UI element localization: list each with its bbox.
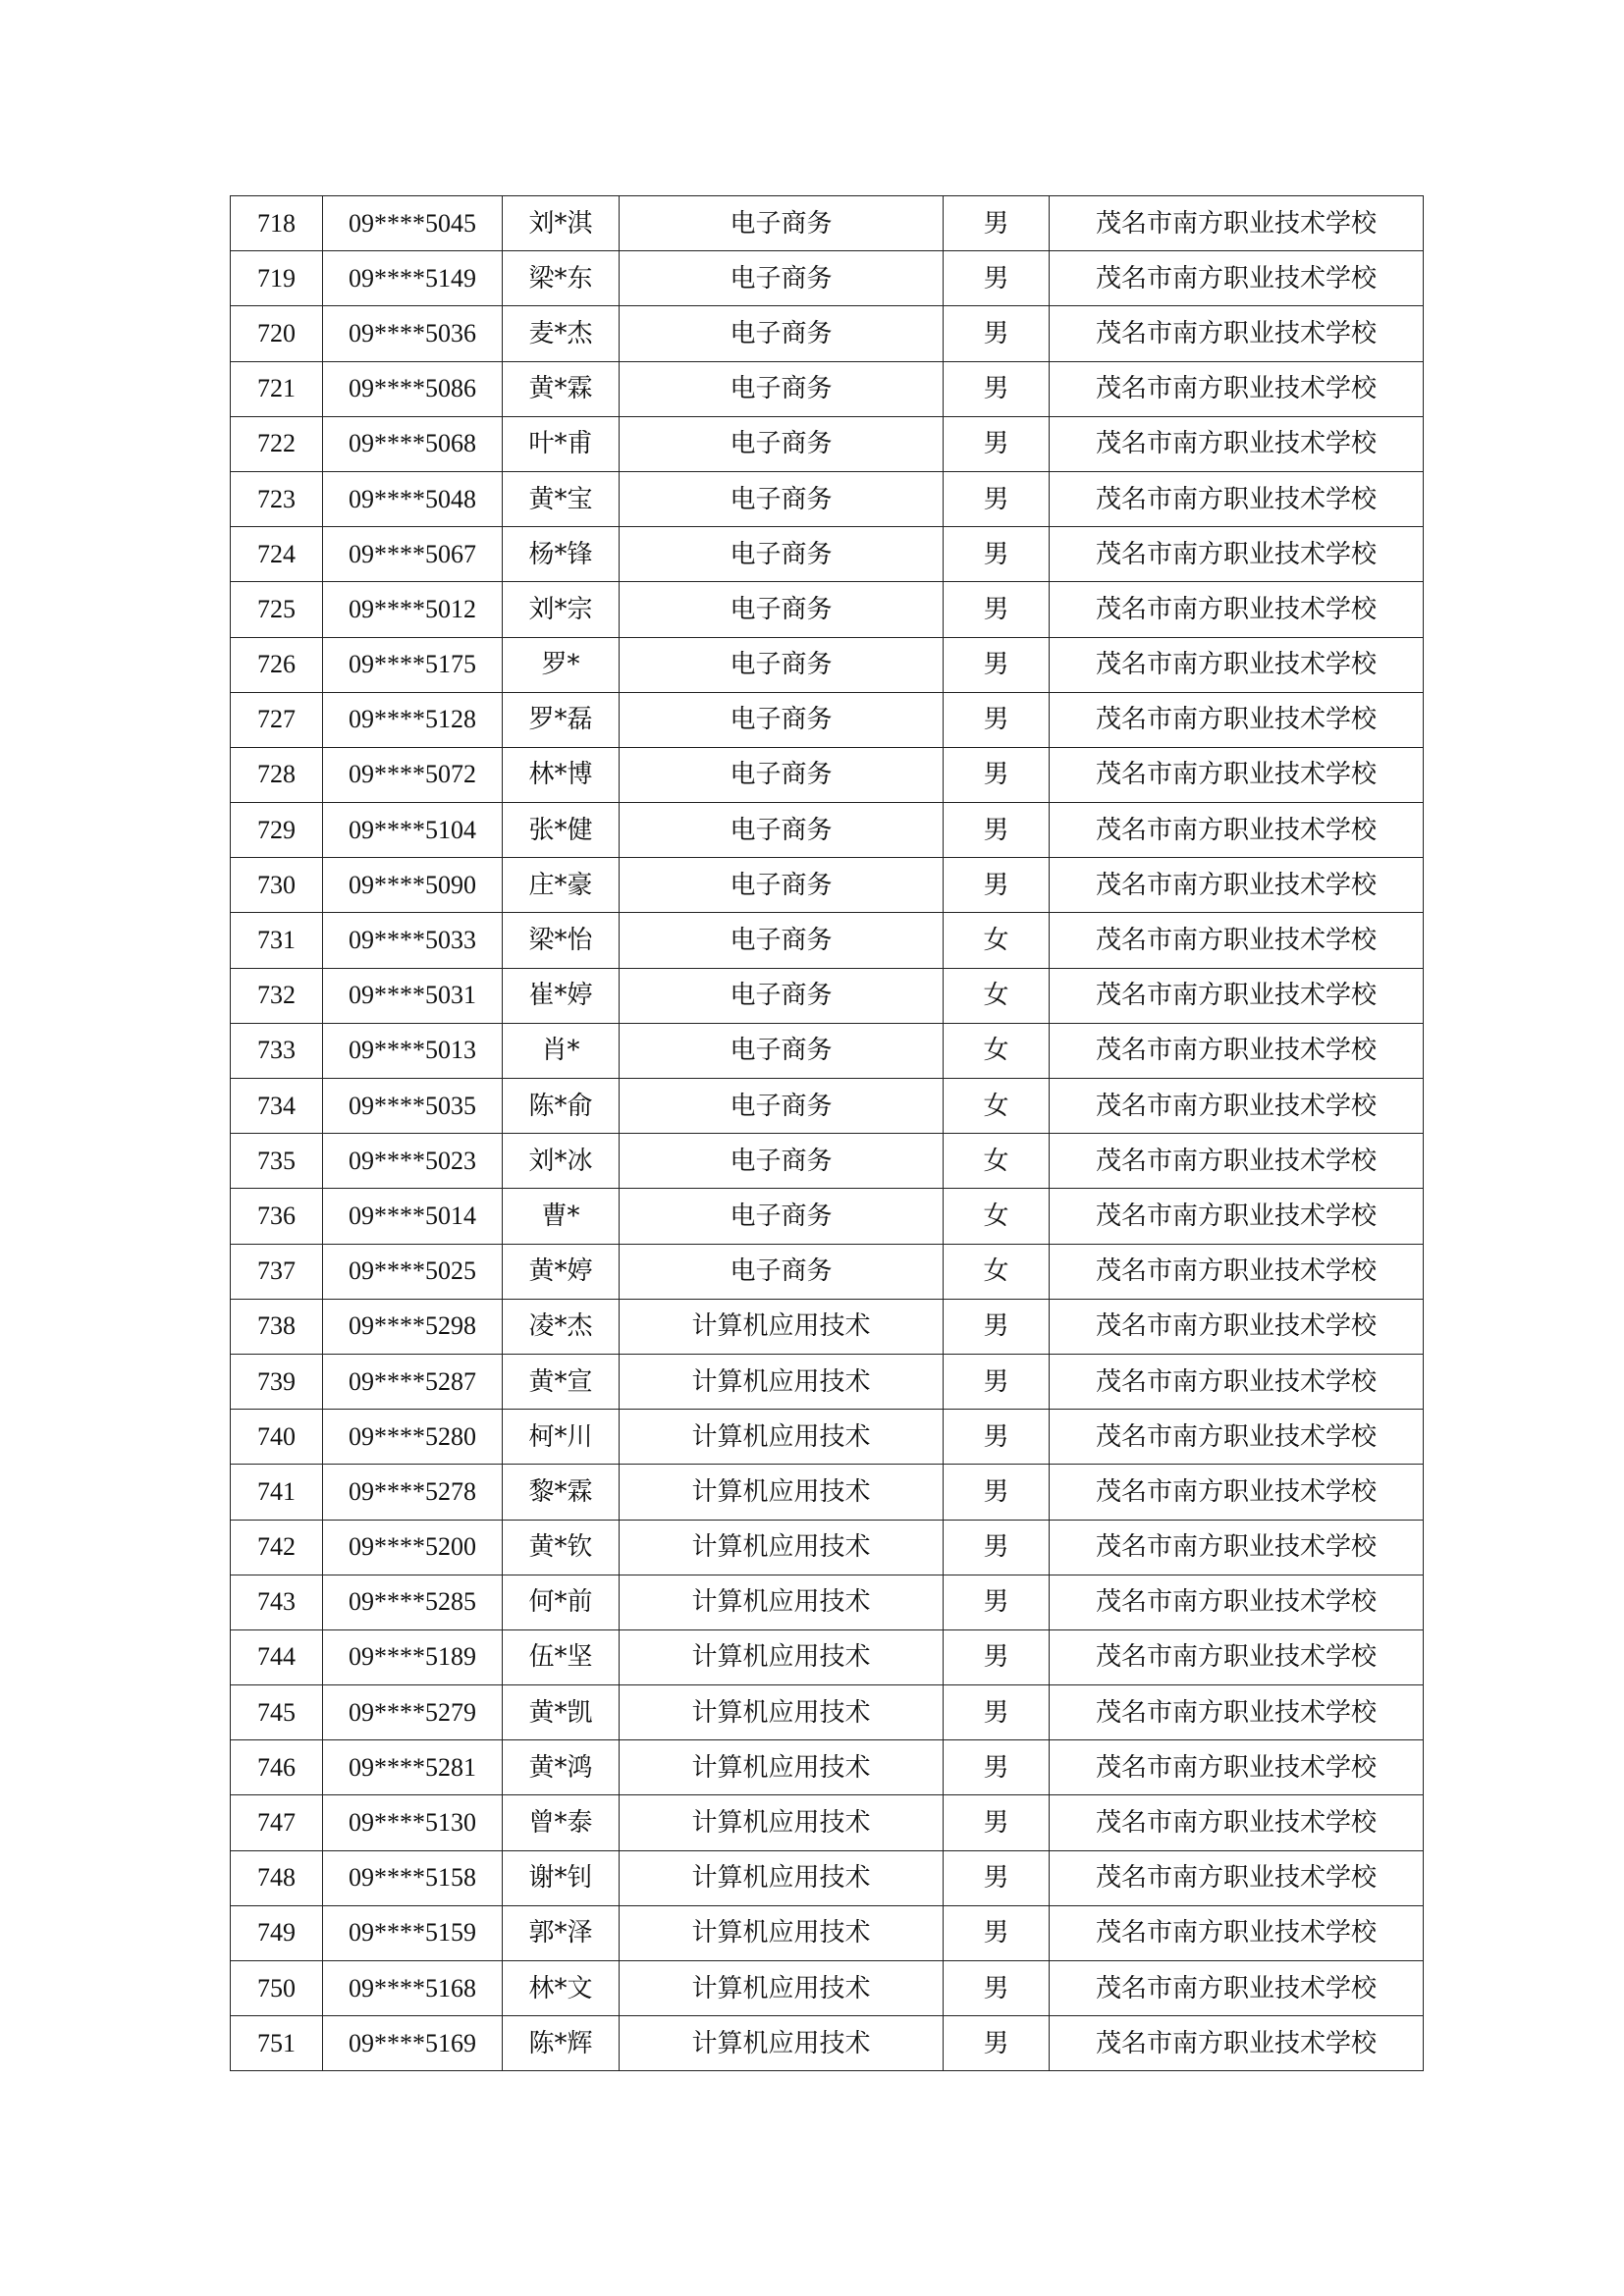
row-number-cell: 743 [231,1575,323,1629]
school-cell: 茂名市南方职业技术学校 [1050,2016,1424,2071]
roster-sheet [230,195,1424,2071]
row-number-cell: 751 [231,2016,323,2071]
gender-cell: 男 [944,306,1050,361]
row-number-cell: 726 [231,637,323,692]
row-number-cell: 734 [231,1079,323,1134]
student-name-cell: 庄*豪 [503,858,620,913]
gender-cell: 男 [944,803,1050,858]
table-row [231,747,1424,802]
gender-cell: 男 [944,582,1050,637]
table-row [231,471,1424,526]
gender-cell: 男 [944,692,1050,747]
table-row [231,1685,1424,1740]
student-name-cell: 刘*宗 [503,582,620,637]
gender-cell: 女 [944,1023,1050,1078]
student-id-cell: 09****5149 [323,251,503,306]
school-cell: 茂名市南方职业技术学校 [1050,1134,1424,1189]
major-cell: 计算机应用技术 [620,1520,944,1575]
school-cell: 茂名市南方职业技术学校 [1050,1795,1424,1850]
major-cell: 电子商务 [620,1244,944,1299]
student-name-cell: 柯*川 [503,1410,620,1465]
student-roster-table [230,195,1424,2071]
row-number-cell: 718 [231,196,323,251]
student-id-cell: 09****5031 [323,968,503,1023]
major-cell: 计算机应用技术 [620,1795,944,1850]
table-row [231,1850,1424,1905]
table-row [231,582,1424,637]
student-id-cell: 09****5067 [323,527,503,582]
row-number-cell: 723 [231,471,323,526]
row-number-cell: 739 [231,1354,323,1409]
student-name-cell: 刘*冰 [503,1134,620,1189]
student-id-cell: 09****5175 [323,637,503,692]
school-cell: 茂名市南方职业技术学校 [1050,1905,1424,1960]
student-name-cell: 黎*霖 [503,1465,620,1520]
student-name-cell: 罗*磊 [503,692,620,747]
student-id-cell: 09****5285 [323,1575,503,1629]
school-cell: 茂名市南方职业技术学校 [1050,471,1424,526]
student-id-cell: 09****5013 [323,1023,503,1078]
table-row [231,1354,1424,1409]
school-cell: 茂名市南方职业技术学校 [1050,913,1424,968]
student-id-cell: 09****5033 [323,913,503,968]
school-cell: 茂名市南方职业技术学校 [1050,803,1424,858]
student-id-cell: 09****5130 [323,1795,503,1850]
gender-cell: 男 [944,471,1050,526]
gender-cell: 男 [944,858,1050,913]
school-cell: 茂名市南方职业技术学校 [1050,1850,1424,1905]
row-number-cell: 736 [231,1189,323,1244]
table-row [231,858,1424,913]
row-number-cell: 740 [231,1410,323,1465]
major-cell: 计算机应用技术 [620,1410,944,1465]
student-id-cell: 09****5048 [323,471,503,526]
school-cell: 茂名市南方职业技术学校 [1050,1961,1424,2016]
student-name-cell: 郭*泽 [503,1905,620,1960]
school-cell: 茂名市南方职业技术学校 [1050,747,1424,802]
major-cell: 电子商务 [620,858,944,913]
gender-cell: 男 [944,1465,1050,1520]
school-cell: 茂名市南方职业技术学校 [1050,582,1424,637]
row-number-cell: 741 [231,1465,323,1520]
student-name-cell: 曾*泰 [503,1795,620,1850]
student-name-cell: 黄*霖 [503,361,620,416]
student-name-cell: 曹* [503,1189,620,1244]
row-number-cell: 720 [231,306,323,361]
student-id-cell: 09****5287 [323,1354,503,1409]
row-number-cell: 725 [231,582,323,637]
major-cell: 计算机应用技术 [620,1905,944,1960]
school-cell: 茂名市南方职业技术学校 [1050,196,1424,251]
student-name-cell: 黄*宣 [503,1354,620,1409]
major-cell: 电子商务 [620,1134,944,1189]
student-name-cell: 谢*钊 [503,1850,620,1905]
student-id-cell: 09****5036 [323,306,503,361]
school-cell: 茂名市南方职业技术学校 [1050,1023,1424,1078]
student-id-cell: 09****5200 [323,1520,503,1575]
school-cell: 茂名市南方职业技术学校 [1050,1189,1424,1244]
student-id-cell: 09****5090 [323,858,503,913]
student-name-cell: 黄*宝 [503,471,620,526]
table-row [231,1520,1424,1575]
school-cell: 茂名市南方职业技术学校 [1050,1575,1424,1629]
row-number-cell: 746 [231,1740,323,1795]
student-name-cell: 肖* [503,1023,620,1078]
table-row [231,527,1424,582]
major-cell: 电子商务 [620,1023,944,1078]
table-row [231,2016,1424,2071]
student-name-cell: 陈*辉 [503,2016,620,2071]
row-number-cell: 722 [231,416,323,471]
school-cell: 茂名市南方职业技术学校 [1050,1244,1424,1299]
major-cell: 电子商务 [620,251,944,306]
school-cell: 茂名市南方职业技术学校 [1050,1520,1424,1575]
major-cell: 电子商务 [620,1189,944,1244]
student-id-cell: 09****5023 [323,1134,503,1189]
table-row [231,1410,1424,1465]
gender-cell: 男 [944,1410,1050,1465]
gender-cell: 男 [944,1905,1050,1960]
school-cell: 茂名市南方职业技术学校 [1050,1354,1424,1409]
gender-cell: 男 [944,527,1050,582]
gender-cell: 女 [944,1244,1050,1299]
student-name-cell: 杨*锋 [503,527,620,582]
table-row [231,1740,1424,1795]
student-name-cell: 梁*东 [503,251,620,306]
table-row [231,1134,1424,1189]
major-cell: 计算机应用技术 [620,1685,944,1740]
row-number-cell: 730 [231,858,323,913]
student-id-cell: 09****5014 [323,1189,503,1244]
student-name-cell: 叶*甫 [503,416,620,471]
major-cell: 电子商务 [620,692,944,747]
major-cell: 电子商务 [620,196,944,251]
gender-cell: 男 [944,1354,1050,1409]
student-id-cell: 09****5298 [323,1299,503,1354]
gender-cell: 男 [944,2016,1050,2071]
row-number-cell: 735 [231,1134,323,1189]
gender-cell: 女 [944,968,1050,1023]
row-number-cell: 737 [231,1244,323,1299]
row-number-cell: 747 [231,1795,323,1850]
major-cell: 计算机应用技术 [620,1850,944,1905]
student-id-cell: 09****5159 [323,1905,503,1960]
table-row [231,1299,1424,1354]
row-number-cell: 744 [231,1629,323,1684]
table-row [231,1244,1424,1299]
major-cell: 电子商务 [620,803,944,858]
school-cell: 茂名市南方职业技术学校 [1050,306,1424,361]
student-id-cell: 09****5068 [323,416,503,471]
gender-cell: 男 [944,637,1050,692]
table-row [231,968,1424,1023]
school-cell: 茂名市南方职业技术学校 [1050,527,1424,582]
row-number-cell: 728 [231,747,323,802]
student-name-cell: 黄*鸿 [503,1740,620,1795]
row-number-cell: 719 [231,251,323,306]
major-cell: 电子商务 [620,582,944,637]
student-name-cell: 崔*婷 [503,968,620,1023]
gender-cell: 男 [944,1850,1050,1905]
student-id-cell: 09****5035 [323,1079,503,1134]
student-id-cell: 09****5189 [323,1629,503,1684]
table-row [231,416,1424,471]
major-cell: 电子商务 [620,1079,944,1134]
school-cell: 茂名市南方职业技术学校 [1050,1685,1424,1740]
gender-cell: 男 [944,1961,1050,2016]
row-number-cell: 729 [231,803,323,858]
row-number-cell: 749 [231,1905,323,1960]
student-name-cell: 黄*凯 [503,1685,620,1740]
school-cell: 茂名市南方职业技术学校 [1050,361,1424,416]
school-cell: 茂名市南方职业技术学校 [1050,1410,1424,1465]
gender-cell: 男 [944,416,1050,471]
gender-cell: 男 [944,196,1050,251]
student-id-cell: 09****5128 [323,692,503,747]
gender-cell: 女 [944,1079,1050,1134]
table-row [231,196,1424,251]
student-name-cell: 梁*怡 [503,913,620,968]
school-cell: 茂名市南方职业技术学校 [1050,251,1424,306]
major-cell: 电子商务 [620,306,944,361]
student-name-cell: 陈*俞 [503,1079,620,1134]
major-cell: 电子商务 [620,471,944,526]
major-cell: 电子商务 [620,416,944,471]
school-cell: 茂名市南方职业技术学校 [1050,637,1424,692]
student-id-cell: 09****5012 [323,582,503,637]
school-cell: 茂名市南方职业技术学校 [1050,1299,1424,1354]
student-name-cell: 林*博 [503,747,620,802]
row-number-cell: 738 [231,1299,323,1354]
gender-cell: 男 [944,361,1050,416]
school-cell: 茂名市南方职业技术学校 [1050,968,1424,1023]
major-cell: 计算机应用技术 [620,1354,944,1409]
row-number-cell: 733 [231,1023,323,1078]
table-row [231,1905,1424,1960]
table-row [231,251,1424,306]
gender-cell: 男 [944,1520,1050,1575]
gender-cell: 男 [944,1795,1050,1850]
table-row [231,1079,1424,1134]
table-row [231,1575,1424,1629]
table-row [231,361,1424,416]
major-cell: 电子商务 [620,968,944,1023]
table-row [231,306,1424,361]
student-id-cell: 09****5279 [323,1685,503,1740]
gender-cell: 男 [944,251,1050,306]
major-cell: 计算机应用技术 [620,1575,944,1629]
table-row [231,1189,1424,1244]
row-number-cell: 732 [231,968,323,1023]
row-number-cell: 724 [231,527,323,582]
school-cell: 茂名市南方职业技术学校 [1050,1465,1424,1520]
student-name-cell: 林*文 [503,1961,620,2016]
row-number-cell: 727 [231,692,323,747]
school-cell: 茂名市南方职业技术学校 [1050,416,1424,471]
table-row [231,1961,1424,2016]
student-id-cell: 09****5278 [323,1465,503,1520]
row-number-cell: 748 [231,1850,323,1905]
school-cell: 茂名市南方职业技术学校 [1050,858,1424,913]
gender-cell: 男 [944,1299,1050,1354]
major-cell: 计算机应用技术 [620,1629,944,1684]
student-id-cell: 09****5280 [323,1410,503,1465]
major-cell: 计算机应用技术 [620,1299,944,1354]
table-row [231,913,1424,968]
row-number-cell: 731 [231,913,323,968]
major-cell: 电子商务 [620,527,944,582]
gender-cell: 男 [944,1575,1050,1629]
major-cell: 计算机应用技术 [620,1465,944,1520]
student-name-cell: 伍*坚 [503,1629,620,1684]
major-cell: 电子商务 [620,637,944,692]
gender-cell: 女 [944,1189,1050,1244]
student-id-cell: 09****5086 [323,361,503,416]
student-name-cell: 刘*淇 [503,196,620,251]
major-cell: 计算机应用技术 [620,1961,944,2016]
student-id-cell: 09****5158 [323,1850,503,1905]
gender-cell: 男 [944,1685,1050,1740]
school-cell: 茂名市南方职业技术学校 [1050,1079,1424,1134]
student-name-cell: 凌*杰 [503,1299,620,1354]
student-id-cell: 09****5025 [323,1244,503,1299]
row-number-cell: 721 [231,361,323,416]
gender-cell: 女 [944,1134,1050,1189]
major-cell: 电子商务 [620,361,944,416]
student-id-cell: 09****5072 [323,747,503,802]
row-number-cell: 742 [231,1520,323,1575]
student-name-cell: 黄*钦 [503,1520,620,1575]
student-name-cell: 麦*杰 [503,306,620,361]
student-name-cell: 张*健 [503,803,620,858]
table-row [231,803,1424,858]
table-row [231,1795,1424,1850]
student-name-cell: 何*前 [503,1575,620,1629]
school-cell: 茂名市南方职业技术学校 [1050,1629,1424,1684]
student-id-cell: 09****5104 [323,803,503,858]
gender-cell: 男 [944,1740,1050,1795]
student-id-cell: 09****5281 [323,1740,503,1795]
gender-cell: 男 [944,1629,1050,1684]
major-cell: 计算机应用技术 [620,2016,944,2071]
student-id-cell: 09****5045 [323,196,503,251]
student-id-cell: 09****5169 [323,2016,503,2071]
table-row [231,1023,1424,1078]
table-row [231,1629,1424,1684]
student-name-cell: 黄*婷 [503,1244,620,1299]
roster-body [231,196,1424,2071]
gender-cell: 女 [944,913,1050,968]
table-row [231,1465,1424,1520]
school-cell: 茂名市南方职业技术学校 [1050,1740,1424,1795]
student-id-cell: 09****5168 [323,1961,503,2016]
table-row [231,692,1424,747]
student-name-cell: 罗* [503,637,620,692]
row-number-cell: 750 [231,1961,323,2016]
table-row [231,637,1424,692]
school-cell: 茂名市南方职业技术学校 [1050,692,1424,747]
gender-cell: 男 [944,747,1050,802]
major-cell: 电子商务 [620,747,944,802]
row-number-cell: 745 [231,1685,323,1740]
major-cell: 电子商务 [620,913,944,968]
major-cell: 计算机应用技术 [620,1740,944,1795]
